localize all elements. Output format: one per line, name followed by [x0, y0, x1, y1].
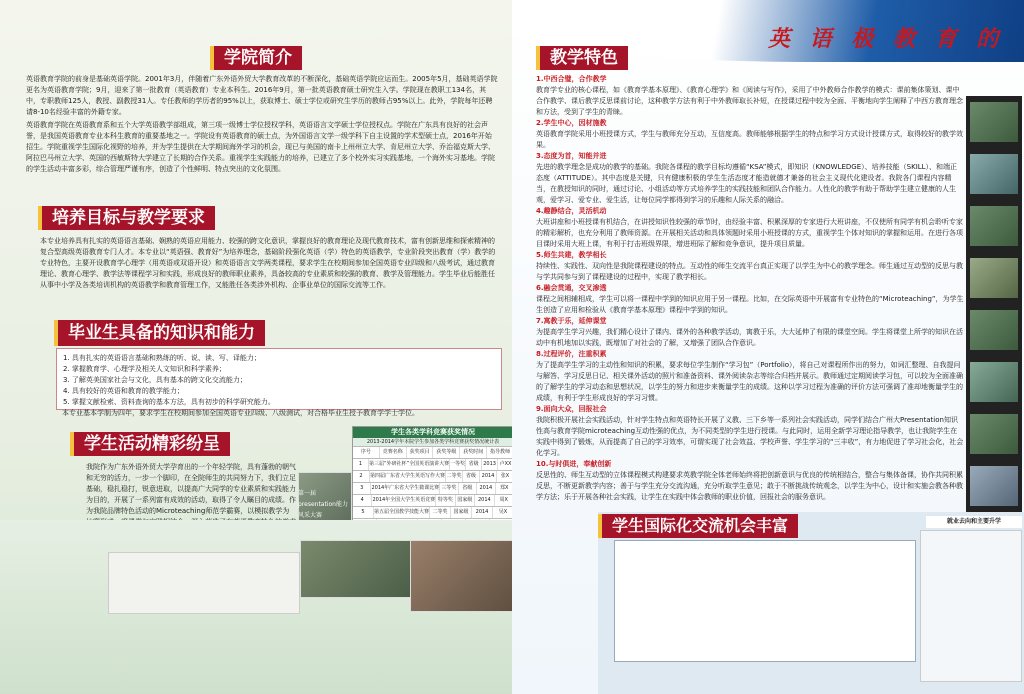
section-title-activities: [70, 432, 230, 456]
section-title-abilities: [54, 320, 265, 346]
table-row: [353, 470, 513, 482]
column-header: 竞赛名称: [379, 447, 406, 458]
table-cell: 一等奖: [449, 459, 465, 470]
decorative-photo-strip: [108, 552, 300, 614]
list-item: 4. 具有较好的英语和教育的教学能力；: [63, 387, 184, 395]
point-text: 反思性的、师生互动型的立体课程模式构建要求英教学院全体老师始终将把创新意识与优良的传统相结合，整合与集体备课，协作共同积累反思，不断更新教学内容；善于与学生充分交流沟通，充分听取学生意见；敢于不断挑战传统观念，以学生为中心，设计和实施会教各种教学方法；乐于开展各种社会实践，让学生在实践中体会教师的职业价值，回报社会的服务意识。: [536, 471, 963, 501]
table-cell: 二等奖: [429, 507, 450, 518]
abilities-footer: 本专业基本学制为四年，要求学生在校期间参加全国英语专业四级、八级测试，对合格毕业生授予教育学学士学位。: [62, 409, 419, 417]
international-content-box: [614, 540, 916, 662]
point-text: 持续性、实践性、双向性是我院课程建设的特点。互动性的师生交流平台真正实现了以学生为中心的教学理念。师生通过互动型的反思与教与学共同参与到了课程建设的过程中，实现了教学相长。: [536, 262, 963, 281]
table-cell: 2014年广东省大学生微课比赛: [370, 483, 439, 494]
point-text: 为提高学生学习兴趣，我们精心设计了课内、课外的各种教学活动，寓教于乐，大大延伸了有限的课堂空间。学生将课堂上所学的知识在活动中有机地加以实践，既增加了对社会的了解，又增强了团队合作意识。: [536, 328, 963, 347]
point-heading: 3.态度为首，知能并进: [536, 152, 607, 160]
section-title-international-text: 学生国际化交流机会丰富: [612, 516, 789, 535]
activity-photo: [300, 540, 412, 598]
table-cell: 2014: [476, 483, 494, 494]
awards-table-subtitle: 2013-2014学年本院学生参加各类学科竞赛获奖情况统计表: [353, 438, 513, 446]
strip-photo: [970, 258, 1018, 298]
table-cell: 国家级: [455, 495, 474, 506]
strip-photo: [970, 414, 1018, 454]
point-heading: 1.中西合璧，合作教学: [536, 75, 607, 83]
point-heading: 9.面向大众，回报社会: [536, 405, 607, 413]
point-text: 为了提高学生学习的主动性和知识的积累，要求每位学生制作“学习包”（Portfolio），将自己对课程所作出的努力，如词汇整理、自我提问与解答、学习反思日记、相关课外活动的照片和准备资料、课外阅读杂志等综合归档并展示。教师通过定期阅读学习包，可以较为全面准确的了解学生的学习动态和思想状况，以学生的努力和进步来衡量学生的成绩。这种以学习过程为准确的评价方法可强调了准却地衡量学生的成绩，有利于学生形成良好的学习习惯。: [536, 361, 963, 402]
activities-paragraph: 我院作为广东外语外贸大学孕育出的一个年轻学院，具有蓬勃的朝气和无穷的活力，一步一个脚印，在全院师生的共同努力下，我们立足基础，稳扎稳打，锐意进取，以提高广大同学的专业素质和实践能力为目的，开展了一系列富有成效的活动，取得了令人瞩目的成绩。作为我院品牌特色活动的Microteaching师范学霸赛，以模拟教学为: [86, 463, 296, 515]
table-cell: 5: [361, 509, 365, 515]
table-row: [353, 506, 513, 518]
point-heading: 7.寓教于乐，延伸课堂: [536, 317, 607, 325]
goals-paragraph: 本专业培养具有扎实的英语语言基础、娴熟的英语应用能力、较强的跨文化意识，掌握良好的教育理论及现代教育技术，富有创新思维和探索精神的复合型高级英语教育专门人才。本专业以“英语强、教育好”为培养理念，基础阶段强化英语（学）特色的英语教学，专业阶段突出教育（学）教学的专业特色，主要开设教育学心理学（用英语或双语开设）和英语语言文学两类课程，要求学生在校期间参加全国英语专业四级和八级考试，通过教育理论、教育心理学、教学法等课程学习和实践，形成良好的教师职业素养，具备较高的专业素质和较强的教育、教学及管理能力。学生毕业后能胜任从事中小学及各类培训机构的英语教学和教育管理工作，又能胜任各类涉外机构、企事业单位的国际交流等工作。: [40, 237, 496, 289]
table-cell: 4: [360, 497, 364, 503]
section-title-intro-text: 学院简介: [224, 48, 292, 68]
table-cell: 三等奖: [439, 483, 457, 494]
strip-photo: [970, 362, 1018, 402]
table-row: [353, 494, 513, 506]
column-header: 获奖时间: [459, 447, 486, 458]
point-text: 课程之间相辅相成，学生可以将一课程中学到的知识应用于另一课程。比如，在交际英语中开展富有专业特色的“Microteaching”，为学生生创造了应用和检验从《教育学基本原理》课程中学到的知识。: [536, 295, 964, 314]
table-cell: 国家级: [450, 507, 471, 518]
table-cell: 省级: [465, 459, 481, 470]
table-cell: 3: [360, 485, 364, 491]
point-heading: 2.学生中心，因材施教: [536, 119, 607, 127]
point-text: 先进的教学理念是成功的教学的基础。我院各课程的教学目标均遵循“KSA”模式，即知识（KNOWLEDGE）、培养技能（SKILL）、和端正态度（ATTITUDE）。其中态度是关键，只有健康积极的学生生活态度才能造就德才兼备的社会主义现代化建设者。我院各门课程内容精当，在教授知识的同时，通过讨论、小组活动等方式培养学生的实践技能和团队合作能力。人性化的教学有助于帮助学生建立健康的人生观，爱学习、爱专业、爱生活，让每位同学都得到学习的乐趣和人际关系的融洽。: [536, 163, 958, 204]
section-title-goals: [38, 206, 215, 230]
section-title-international: [598, 514, 798, 538]
section-title-activities-text: 学生活动精彩纷呈: [84, 434, 220, 454]
point-text: 大班讲座和小班授课有机结合，在讲授知识性较强的章节时，由经验丰富、积累深厚的专家进行大班讲座，不仅使所有同学有机会聆听专家的精彩解析，也充分利用了教师资源。在开展相关活动和具体领题时采用小班授课的方式，重视学生个体对知识的掌握和运用。在进行各项目课时采用大班上课，有利于打击班级界限，增进班际了解和竞争意识，提升项目质量。: [536, 218, 963, 248]
point-text: 我院积极开展社会实践活动，针对学生特点和英语特长开展了义教、三下乡等一系列社会实践活动，同学们结合广州大Presentation知识性高与教育学院microteaching互动性强的优点，为不同类型的学生进行授课。与此同时，运用全新学习理论指导教学，也让我院学生在实践中得到了锻炼，从而提高了自己的学习效率，可谓实现了社会效益、学校声誉、学生学习的“三丰收”，有力地促进了学习社会化，社会化学习。: [536, 416, 964, 457]
table-cell: 2013: [481, 459, 497, 470]
table-cell: 2014: [479, 471, 496, 482]
column-header: 指导教师: [486, 447, 513, 458]
table-row: [353, 458, 513, 470]
point-text: 英语教育学院采用小班授课方式，学生与教师充分互动，互信度高。教师能够根据学生的特点和学习方式设计授课方式，取得较好的教学效果。: [536, 130, 963, 149]
section-title-teaching: [536, 46, 628, 70]
point-heading: 6.融会贯通，交叉渗透: [536, 284, 607, 292]
table-header-row: [353, 446, 513, 458]
column-header: 序号: [360, 449, 371, 455]
point-heading: 8.过程评价，注重积累: [536, 350, 607, 358]
table-cell: 第四届广东省大学生英语写作大赛: [369, 471, 445, 482]
table-cell: 张X: [496, 471, 513, 482]
list-item: 3. 了解英美国家社会与文化，具有基本的跨文化交流能力；: [63, 376, 247, 384]
employment-chart-area: [920, 530, 1022, 682]
table-cell: 第三届“外研社杯”全国英语演讲大赛: [368, 459, 449, 470]
section-title-goals-text: 培养目标与教学要求: [52, 208, 205, 228]
list-item: 2. 掌握教育学、心理学及相关人文知识和科学素养；: [63, 365, 226, 373]
strip-photo: [970, 466, 1018, 506]
intro-paragraph: 英语教育学院的前身是基础英语学院。2001年3月，伴随着广东外语外贸大学教育改革的不断深化，基础英语学院应运而生。2005年5月，基础英语学院更名为英语教育学院；9月，迎来了第一批教育（英语教育）专业本科生。2016年9月，第一批英语教育硕士研究生入学。学院现在教职工134名，其中，专职教师125人，教授、副教授31人。专任教师的学历者的95%以上，获取博士、硕士学位或研究生学历的教师占95%以上。此外，学院每年还聘请8-10名经验丰富的外籍专家。: [26, 75, 498, 116]
section-title-intro: [210, 46, 302, 70]
strip-photo: [970, 310, 1018, 350]
table-cell: 郑X: [495, 483, 513, 494]
list-item: 5. 掌握文献检索、资料查询的基本方法，具有初步的科学研究能力。: [63, 398, 275, 406]
point-text: 教育学专业的核心课程，如《教育学基本原理》、《教育心理学》和《阅读与写作》，采用了中外教师合作教学的模式：课前集体策划、课中合作教学、课后教学反思课前讨论，这种教学方法有利于中外教师取长补短，在授课过程中较为全面、平衡地向学生阐释了中西方教育理念和方法，受到了学生的青睐。: [536, 86, 963, 116]
table-cell: 二等奖: [445, 471, 462, 482]
table-cell: 省级: [458, 483, 476, 494]
table-cell: 特等奖: [435, 495, 454, 506]
photo-filmstrip: [966, 96, 1022, 516]
activity-photo: [410, 540, 514, 612]
point-heading: 5.师生共建，教学相长: [536, 251, 607, 259]
table-row: [353, 482, 513, 494]
table-cell: 周X: [494, 495, 513, 506]
table-cell: 第五届全国教学技能大赛: [373, 507, 429, 518]
table-cell: 2014年全国大学生英语竞赛: [371, 495, 435, 506]
teaching-points: [536, 74, 964, 501]
abilities-list: [56, 348, 502, 410]
table-cell: 卢XX: [497, 459, 513, 470]
point-heading: 10.与时俱进，奉献创新: [536, 460, 612, 468]
table-cell: 1: [358, 461, 363, 467]
calligraphy-banner: 英 语 极 教 育 的: [768, 26, 1005, 52]
table-cell: 省级: [462, 471, 479, 482]
awards-table-title: 学生各类学科竞赛获奖情况: [353, 427, 513, 438]
point-heading: 4.趣静结合，灵活机动: [536, 207, 607, 215]
table-cell: 2014: [474, 495, 493, 506]
column-header: 获奖等级: [432, 447, 459, 458]
employment-label: 就业去向和主要升学: [926, 516, 1022, 528]
table-cell: 吴X: [492, 507, 513, 518]
section-title-teaching-text: 教学特色: [550, 48, 618, 68]
strip-photo: [970, 206, 1018, 246]
column-header: 获奖项目: [406, 447, 433, 458]
activity-photo-caption: 第一届presentation能力风采大赛: [298, 490, 348, 519]
intro-paragraph-2: 英语教育学院在英语教育系和五个大学英语教学部组成，第三项一级博士学位授权学科，英语语言文学硕士学位授权点。学院在广东具有良好的社会声誉，是我国英语教育专业本科生教育的重要基地之一。学院设有英语教育的硕士点，为外国语言文学一级学科下自主设置的学术型硕士点，2016年开始招生。学院重视学生国际化视野的培养，并为学生提供在大学期间海外学习的机会，现已与美国的南卡上州州立大学、肯尼州立大学、乔治福克斯大学、阿拉巴马州立大学、英国的西敏斯特大学建立了长期的合作关系。重视学生实践能力的培养，已建立了多个校外实习实践基地，一个海外实习基地。学院的学生活动丰富多彩，综合管理严谨有序，创造了个性鲜明、特点突出的文化氛围。: [26, 121, 495, 173]
strip-photo: [970, 102, 1018, 142]
list-item: 1. 具有扎实的英语语言基础和熟练的听、说、读、写、译能力；: [63, 354, 261, 362]
table-cell: 2014: [471, 507, 492, 518]
strip-photo: [970, 154, 1018, 194]
table-cell: 2: [359, 473, 363, 479]
section-title-abilities-text: 毕业生具备的知识和能力: [68, 323, 255, 343]
